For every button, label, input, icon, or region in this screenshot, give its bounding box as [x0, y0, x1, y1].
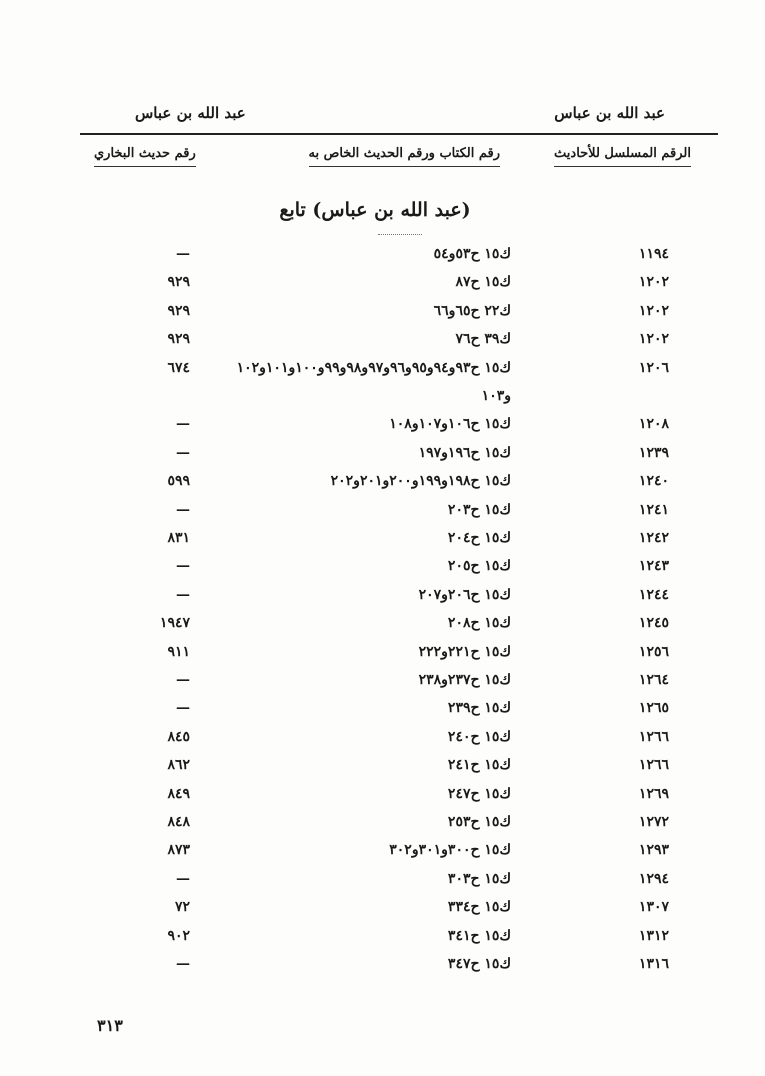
bukhari-cell: — — [176, 700, 190, 717]
table-row — [0, 956, 765, 982]
book-hadith-cell: ك١٥ ح٢٢١و٢٢٢ — [418, 643, 511, 660]
book-hadith-cell: ك١٥ ح٣٠٠و٣٠١و٣٠٢ — [389, 842, 511, 859]
book-hadith-cell: ك١٥ ح٩٣و٩٤و٩٥و٩٦و٩٧و٩٨و٩٩و١٠٠و١٠١و١٠٢ — [236, 359, 511, 376]
table-row — [0, 644, 765, 670]
header-rule — [80, 133, 718, 135]
bukhari-cell: — — [176, 416, 190, 433]
serial-cell: ١٢٠٢ — [638, 274, 669, 291]
bukhari-cell: ٨٦٢ — [167, 757, 190, 774]
table-row — [0, 786, 765, 812]
book-hadith-cell: ك١٥ ح٣٠٣ — [447, 870, 511, 887]
table-row — [0, 928, 765, 954]
table-row — [0, 530, 765, 556]
bukhari-cell: — — [176, 246, 190, 262]
book-hadith-cell: ك١٥ ح٢٠٤ — [447, 530, 511, 546]
bukhari-cell: ٨٧٣ — [167, 842, 190, 859]
serial-cell: ١١٩٤ — [638, 246, 669, 262]
book-hadith-cell: ك١٥ ح٢٠٦و٢٠٧ — [418, 586, 511, 603]
serial-cell: ١٢٤٠ — [638, 473, 669, 490]
book-hadith-cell: ك١٥ ح٥٣و٥٤ — [433, 246, 511, 262]
book-hadith-cell: ك١٥ ح٨٧ — [455, 274, 511, 291]
bukhari-cell: ٩٢٩ — [167, 274, 190, 291]
serial-cell: ١٢٦٩ — [638, 785, 669, 802]
bukhari-cell: — — [176, 672, 190, 688]
book-hadith-cell: ك١٥ ح٣٤١ — [447, 927, 511, 944]
serial-cell: ١٢٦٦ — [638, 757, 669, 774]
serial-cell: ١٢٤٢ — [638, 530, 669, 546]
book-hadith-cell: ك١٥ ح٢٣٩ — [447, 700, 511, 717]
serial-cell: ١٢٠٢ — [638, 302, 669, 319]
bukhari-cell: ٨٤٥ — [167, 728, 190, 745]
book-hadith-cell: ك٢٢ ح٦٥و٦٦ — [433, 302, 511, 319]
bukhari-cell: ٥٩٩ — [167, 473, 190, 490]
book-hadith-cell: ك١٥ ح١٩٦و١٩٧ — [418, 444, 511, 461]
serial-cell: ١٢٤٣ — [638, 558, 669, 575]
book-hadith-cell: ك١٥ ح٢٤٠ — [447, 728, 511, 745]
serial-cell: ١٢٩٣ — [638, 842, 669, 859]
table-row — [0, 672, 765, 698]
table-row — [0, 842, 765, 868]
table-row — [0, 729, 765, 755]
table-row — [0, 416, 765, 442]
serial-cell: ١٢٧٢ — [638, 814, 669, 830]
book-hadith-cell: ك١٥ ح٢٥٣ — [447, 814, 511, 830]
serial-cell: ١٢٥٦ — [638, 643, 669, 660]
book-hadith-cell: ك١٥ ح٢٠٥ — [447, 558, 511, 575]
column-header-book-hadith — [309, 146, 500, 167]
table-row — [0, 331, 765, 357]
table-row — [0, 700, 765, 726]
serial-cell: ١٢٩٤ — [638, 870, 669, 887]
table-row — [0, 274, 765, 300]
bukhari-cell: — — [176, 501, 190, 518]
table-row — [0, 558, 765, 584]
serial-cell: ١٣١٦ — [638, 956, 669, 972]
bukhari-cell: ٩١١ — [167, 643, 190, 660]
table-row — [0, 502, 765, 528]
book-hadith-cell: ك١٥ ح١٩٨و١٩٩و٢٠٠و٢٠١و٢٠٢ — [330, 473, 511, 490]
book-hadith-cell: ك١٥ ح٢٠٣ — [447, 501, 511, 518]
book-hadith-cell: ك١٥ ح٢٤٧ — [447, 785, 511, 802]
table-row — [0, 871, 765, 897]
section-divider — [378, 234, 422, 235]
bukhari-cell: ٨٤٨ — [167, 814, 190, 830]
book-hadith-cell: و١٠٣ — [481, 388, 511, 404]
book-hadith-cell: ك١٥ ح٣٤٧ — [447, 956, 511, 972]
bukhari-cell: ١٩٤٧ — [159, 615, 190, 632]
book-hadith-cell: ك١٥ ح٢٣٧و٢٣٨ — [418, 672, 511, 688]
bukhari-cell: ٨٤٩ — [167, 785, 190, 802]
table-row — [0, 388, 765, 414]
column-header-serial-text: الرقم المسلسل للأحاديث — [554, 146, 691, 167]
bukhari-cell: — — [176, 444, 190, 461]
serial-cell: ١٢٤٥ — [638, 615, 669, 632]
running-head-right: عبد الله بن عباس — [554, 104, 665, 122]
table-row — [0, 246, 765, 272]
serial-cell: ١٢٦٥ — [638, 700, 669, 717]
serial-cell: ١٢٠٨ — [638, 416, 669, 433]
table-row — [0, 473, 765, 499]
book-hadith-cell: ك١٥ ح٢٤١ — [447, 757, 511, 774]
serial-cell: ١٢٤١ — [638, 501, 669, 518]
page-number: ٣١٣ — [97, 1016, 123, 1035]
book-hadith-cell: ك١٥ ح٣٣٤ — [447, 899, 511, 916]
book-hadith-cell: ك١٥ ح١٠٦و١٠٧و١٠٨ — [389, 416, 511, 433]
bukhari-cell: — — [176, 870, 190, 887]
bukhari-cell: — — [176, 956, 190, 972]
section-title: (عبد الله بن عباس) تابع — [279, 199, 471, 221]
serial-cell: ١٢٤٤ — [638, 586, 669, 603]
column-header-book-hadith-text: رقم الكتاب ورقم الحديث الخاص به — [309, 146, 500, 167]
bukhari-cell: — — [176, 558, 190, 575]
table-row — [0, 360, 765, 386]
bukhari-cell: ٩٢٩ — [167, 331, 190, 348]
table-row — [0, 899, 765, 925]
serial-cell: ١٢٠٢ — [638, 331, 669, 348]
serial-cell: ١٣١٢ — [638, 927, 669, 944]
table-row — [0, 814, 765, 840]
bukhari-cell: ٩٠٢ — [167, 927, 190, 944]
book-hadith-cell: ك١٥ ح٢٠٨ — [447, 615, 511, 632]
table-row — [0, 445, 765, 471]
column-header-bukhari — [94, 146, 196, 167]
serial-cell: ١٣٠٧ — [638, 899, 669, 916]
table-row — [0, 303, 765, 329]
bukhari-cell: ٦٧٤ — [167, 359, 190, 376]
column-header-serial — [554, 146, 691, 167]
serial-cell: ١٢٦٦ — [638, 728, 669, 745]
serial-cell: ١٢٣٩ — [638, 444, 669, 461]
serial-cell: ١٢٦٤ — [638, 672, 669, 688]
column-header-bukhari-text: رقم حديث البخاري — [94, 146, 196, 167]
table-row — [0, 757, 765, 783]
running-head-left: عبد الله بن عباس — [135, 104, 246, 122]
serial-cell: ١٢٠٦ — [638, 359, 669, 376]
bukhari-cell: ٨٣١ — [167, 530, 190, 546]
bukhari-cell: ٩٢٩ — [167, 302, 190, 319]
book-hadith-cell: ك٣٩ ح٧٦ — [455, 331, 511, 348]
table-row — [0, 615, 765, 641]
table-row — [0, 587, 765, 613]
bukhari-cell: — — [176, 586, 190, 603]
bukhari-cell: ٧٢ — [174, 899, 190, 916]
